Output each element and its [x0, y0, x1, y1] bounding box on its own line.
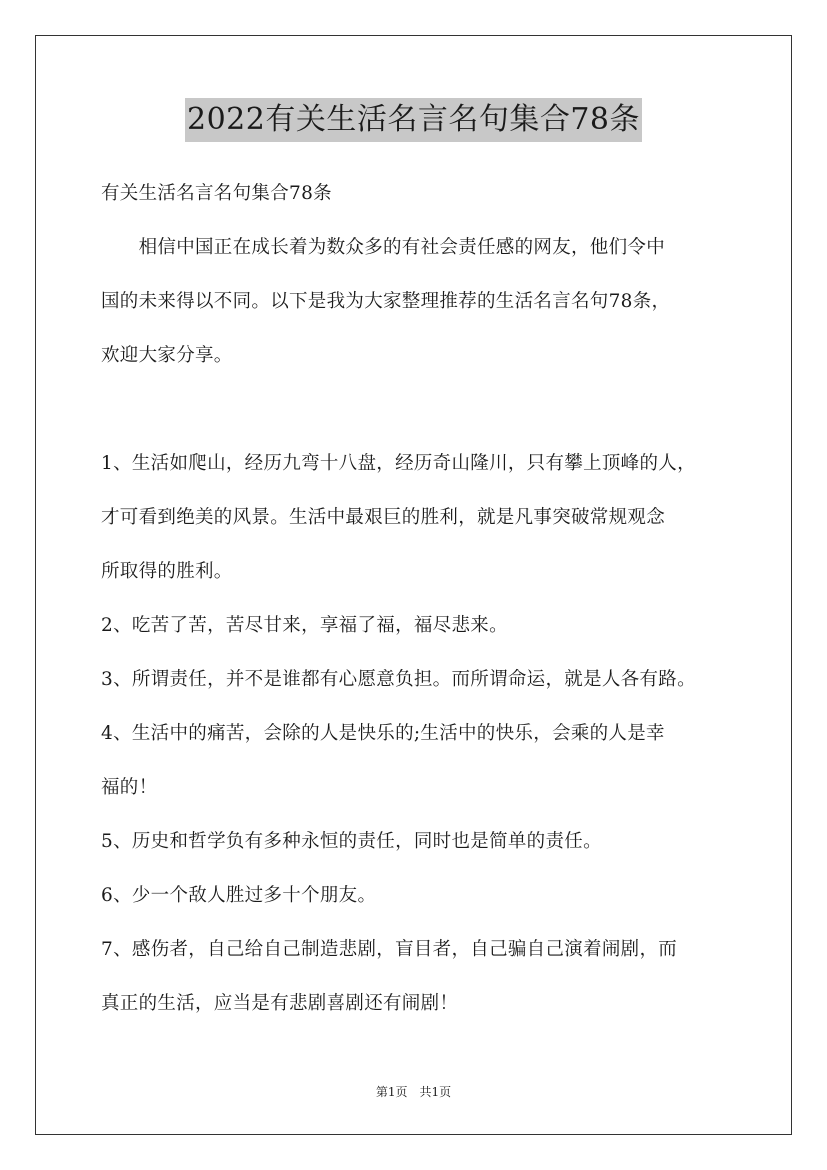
intro-line-2: 国的未来得以不同。以下是我为大家整理推荐的生活名言名句78条，: [101, 291, 671, 312]
page-footer: 第1页 共1页: [375, 1085, 452, 1099]
item-2-line-1: 2、吃苦了苦，苦尽甘来，享福了福，福尽悲来。: [101, 615, 508, 636]
item-6-line-1: 6、少一个敌人胜过多十个朋友。: [101, 885, 377, 906]
item-4-line-1: 4、生活中的痛苦，会除的人是快乐的;生活中的快乐，会乘的人是幸: [101, 723, 665, 744]
item-7-line-1: 7、感伤者，自己给自己制造悲剧，盲目者，自己骗自己演着闹剧，而: [101, 939, 678, 960]
intro-line-1: 相信中国正在成长着为数众多的有社会责任感的网友，他们令中: [101, 237, 666, 258]
item-1-line-1: 1、生活如爬山，经历九弯十八盘，经历奇山隆川，只有攀上顶峰的人，: [101, 453, 696, 474]
item-4-line-2: 福的！: [101, 777, 158, 798]
item-7-line-2: 真正的生活，应当是有悲剧喜剧还有闹剧！: [101, 993, 459, 1014]
title-container: [0, 98, 827, 142]
subtitle: 有关生活名言名句集合78条: [101, 183, 332, 204]
item-5-line-1: 5、历史和哲学负有多种永恒的责任，同时也是简单的责任。: [101, 831, 602, 852]
intro-line-3: 欢迎大家分享。: [101, 345, 233, 366]
item-3-line-1: 3、所谓责任，并不是谁都有心愿意负担。而所谓命运，就是人各有路。: [101, 669, 696, 690]
document-title: 2022有关生活名言名句集合78条: [185, 98, 642, 142]
item-1-line-2: 才可看到绝美的风景。生活中最艰巨的胜利，就是凡事突破常规观念: [101, 507, 666, 528]
item-1-line-3: 所取得的胜利。: [101, 561, 233, 582]
